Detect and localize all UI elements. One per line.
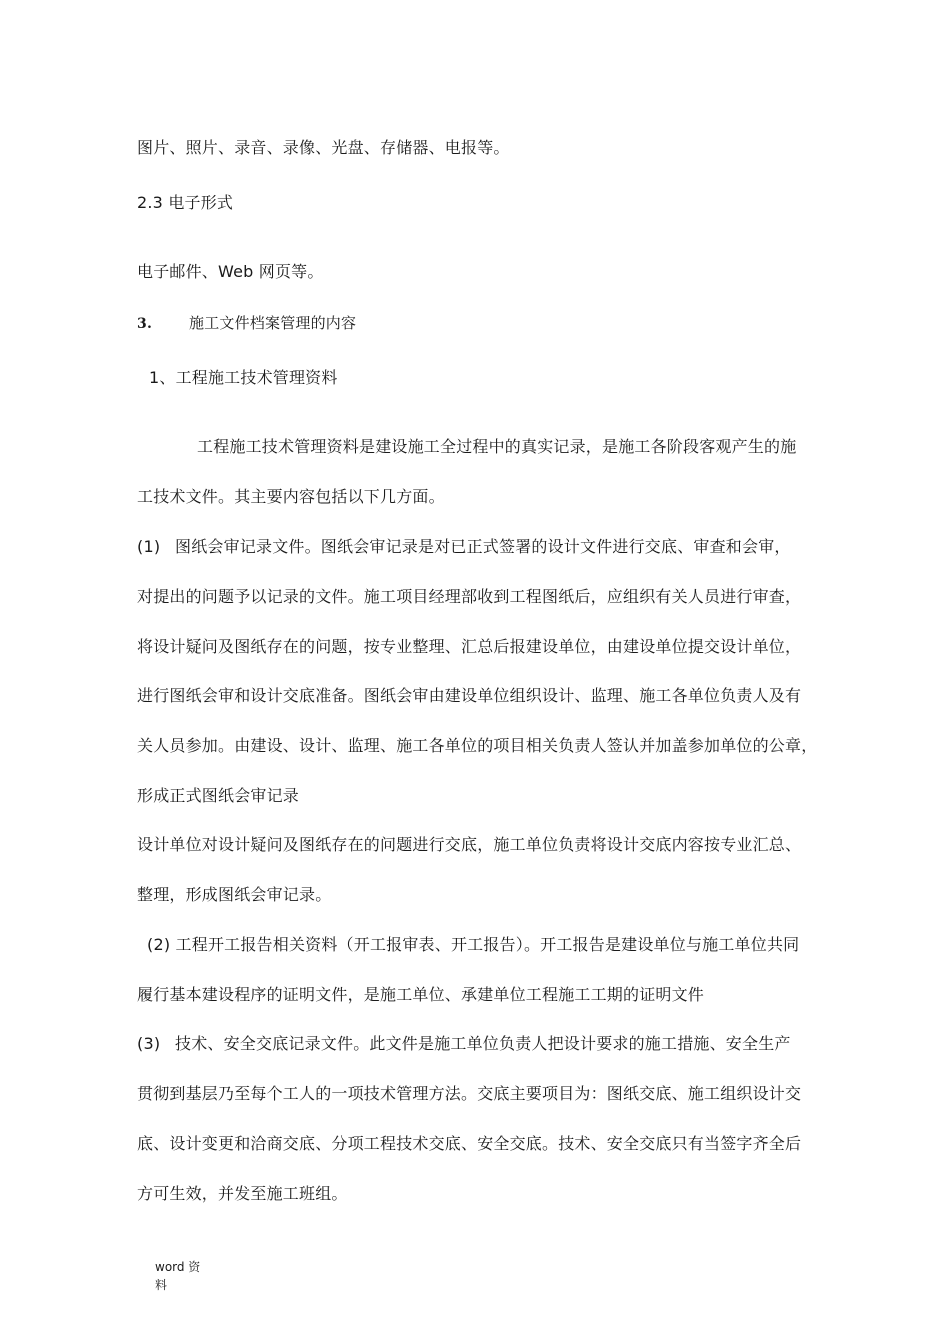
section-heading-2-3: 2.3 电子形式 bbox=[137, 193, 234, 212]
text-line-electronic: 电子邮件、Web 网页等。 bbox=[137, 262, 324, 281]
list-item-2-line: 履行基本建设程序的证明文件，是施工单位、承建单位工程施工工期的证明文件 bbox=[137, 985, 705, 1004]
list-item-1-line: 设计单位对设计疑问及图纸存在的问题进行交底，施工单位负责将设计交底内容按专业汇总、 bbox=[137, 835, 802, 854]
list-item-1-line: 关人员参加。由建设、设计、监理、施工各单位的项目相关负责人签认并加盖参加单位的公章， bbox=[137, 736, 818, 755]
sub-heading-1: 1、工程施工技术管理资料 bbox=[149, 368, 338, 387]
list-item-3-line: 贯彻到基层乃至每个工人的一项技术管理方法。交底主要项目为：图纸交底、施工组织设计交 bbox=[137, 1084, 802, 1103]
paragraph-intro-line: 工程施工技术管理资料是建设施工全过程中的真实记录，是施工各阶段客观产生的施 bbox=[197, 437, 797, 456]
page-footer: word 资料 bbox=[155, 1260, 201, 1292]
list-item-3-line: 方可生效，并发至施工班组。 bbox=[137, 1184, 348, 1203]
list-item-1-line: 将设计疑问及图纸存在的问题，按专业整理、汇总后报建设单位，由建设单位提交设计单位， bbox=[137, 637, 802, 656]
list-item-text: 技术、安全交底记录文件。此文件是施工单位负责人把设计要求的施工措施、安全生产 bbox=[175, 1034, 791, 1053]
list-item-3-line: 底、设计变更和洽商交底、分项工程技术交底、安全交底。技术、安全交底只有当签字齐全后 bbox=[137, 1134, 802, 1153]
list-item-1-line: 形成正式图纸会审记录 bbox=[137, 786, 300, 805]
list-item-1-line: 进行图纸会审和设计交底准备。图纸会审由建设单位组织设计、监理、施工各单位负责人及有 bbox=[137, 686, 802, 705]
list-item-number: (3) bbox=[137, 1034, 161, 1053]
list-item-1-line: 整理，形成图纸会审记录。 bbox=[137, 885, 332, 904]
section-title: 施工文件档案管理的内容 bbox=[189, 314, 357, 332]
section-number: 3. bbox=[137, 316, 153, 332]
list-item-1-first-line bbox=[137, 537, 791, 557]
list-item-2-line: (2) 工程开工报告相关资料（开工报审表、开工报告）。开工报告是建设单位与施工单位共同 bbox=[147, 935, 800, 954]
list-item-1-line: 对提出的问题予以记录的文件。施工项目经理部收到工程图纸后，应组织有关人员进行审查， bbox=[137, 587, 802, 606]
list-item-number: (1) bbox=[137, 537, 161, 556]
list-item-text: 图纸会审记录文件。图纸会审记录是对已正式签署的设计文件进行交底、审查和会审， bbox=[175, 537, 791, 556]
list-item-3-first-line bbox=[137, 1034, 791, 1054]
text-line-media: 图片、照片、录音、录像、光盘、存储器、电报等。 bbox=[137, 138, 510, 157]
paragraph-intro-line: 工技术文件。其主要内容包括以下几方面。 bbox=[137, 487, 445, 506]
section-heading-3 bbox=[137, 313, 356, 334]
